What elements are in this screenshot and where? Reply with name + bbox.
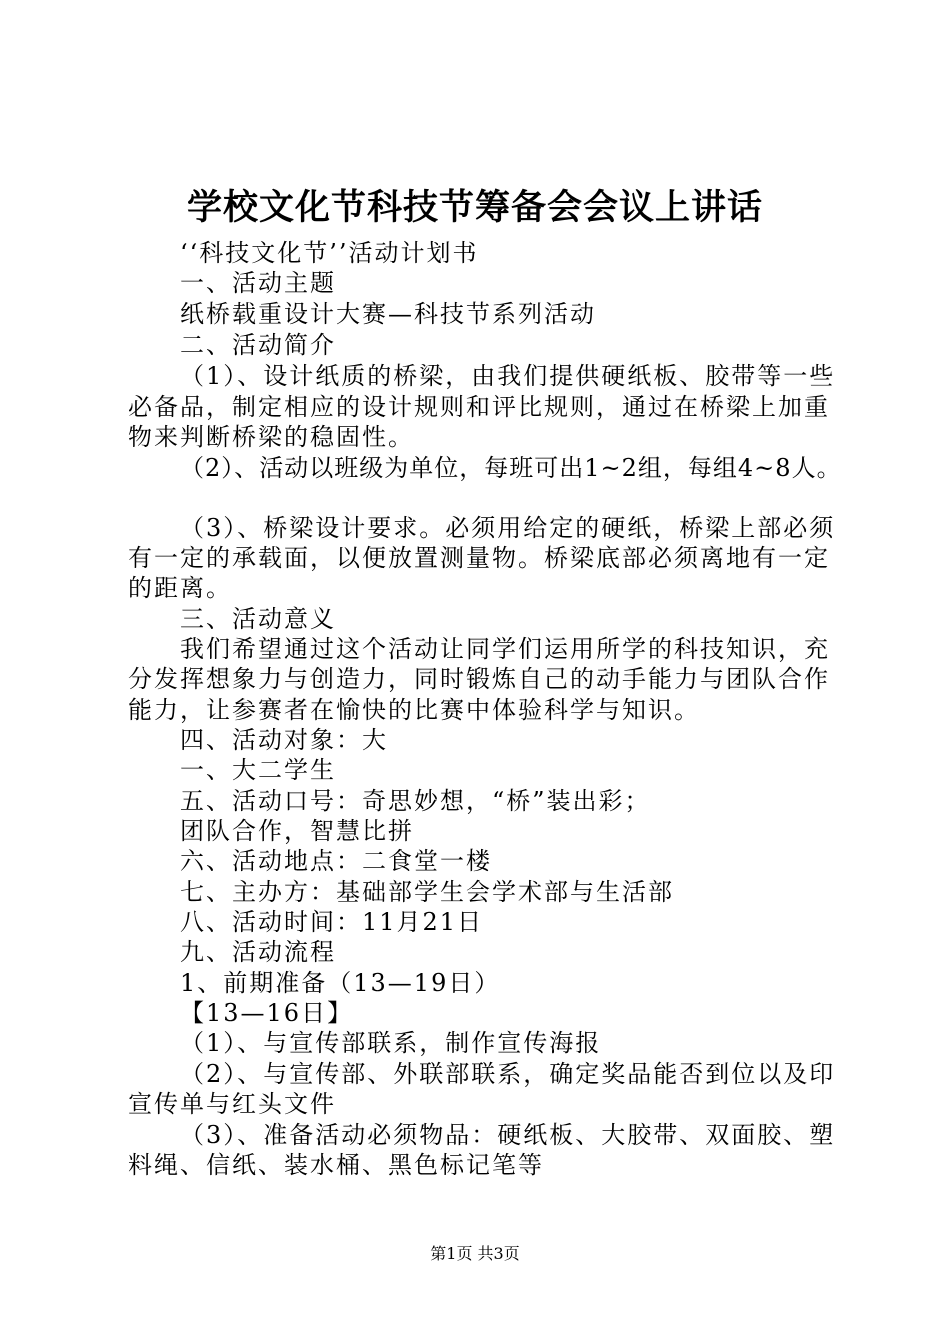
body-line: 料绳、信纸、装水桶、黑色标记笔等: [128, 1151, 544, 1179]
body-line: 能力，让参赛者在愉快的比赛中体验科学与知识。: [128, 696, 700, 724]
body-line: （2）、与宣传部、外联部联系，确定奖品能否到位以及印: [180, 1060, 836, 1088]
body-line: 物来判断桥梁的稳固性。: [128, 423, 414, 451]
body-line: 团队合作，智慧比拼: [180, 817, 414, 845]
section-heading: 四、活动对象：大: [180, 726, 388, 754]
body-line: 的距离。: [128, 574, 232, 602]
body-line: 有一定的承载面，以便放置测量物。桥梁底部必须离地有一定: [128, 544, 830, 572]
body-line: （3）、准备活动必须物品：硬纸板、大胶带、双面胶、塑: [180, 1121, 836, 1149]
section-heading: 六、活动地点：二食堂一楼: [180, 847, 492, 875]
section-heading: 七、主办方：基础部学生会学术部与生活部: [180, 878, 674, 906]
body-line: 必备品，制定相应的设计规则和评比规则，通过在桥梁上加重: [128, 393, 830, 421]
body-line: 【13—16日】: [180, 999, 354, 1027]
section-heading: 九、活动流程: [180, 938, 336, 966]
body-line: （3）、桥梁设计要求。必须用给定的硬纸，桥梁上部必须: [180, 514, 836, 542]
body-line: （2）、活动以班级为单位，每班可出1~2组，每组4~8人。: [180, 454, 842, 482]
section-heading: 八、活动时间：11月21日: [180, 908, 484, 936]
page-footer: 第1页 共3页: [430, 1244, 520, 1263]
body-line: （1）、设计纸质的桥梁，由我们提供硬纸板、胶带等一些: [180, 362, 836, 390]
section-heading: 五、活动口号：奇思妙想，“桥”装出彩；: [180, 787, 651, 815]
section-heading: 二、活动简介: [180, 331, 336, 359]
body-line: ‘‘科技文化节’’活动计划书: [180, 239, 479, 267]
body-line: 一、大二学生: [180, 756, 336, 784]
body-line: 我们希望通过这个活动让同学们运用所学的科技知识，充: [180, 635, 830, 663]
body-line: 宣传单与红头文件: [128, 1090, 336, 1118]
section-heading: 三、活动意义: [180, 605, 336, 633]
document-title: 学校文化节科技节筹备会会议上讲话: [186, 187, 763, 228]
body-line: 分发挥想象力与创造力，同时锻炼自己的动手能力与团队合作: [128, 665, 830, 693]
section-heading: 一、活动主题: [180, 269, 336, 297]
body-line: 1、前期准备（13—19日）: [180, 969, 501, 997]
body-line: （1）、与宣传部联系，制作宣传海报: [180, 1029, 602, 1057]
body-line: 纸桥载重设计大赛—科技节系列活动: [180, 300, 596, 328]
